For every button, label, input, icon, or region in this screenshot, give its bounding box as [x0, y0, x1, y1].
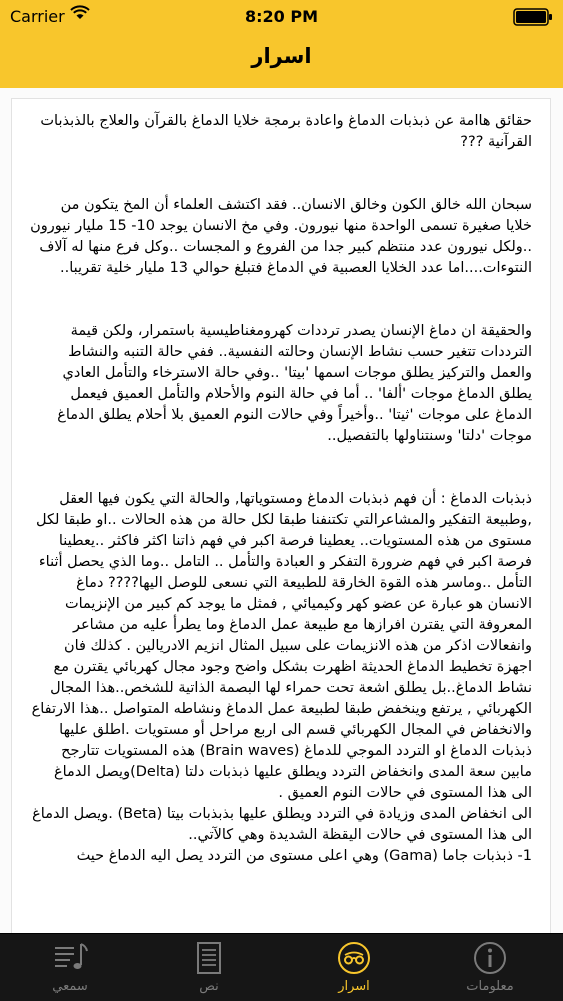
- article-paragraph: 1- ذبذبات جاما (Gama) وهي اعلى مستوى من التردد يصل اليه الدماغ حيث: [76, 848, 532, 864]
- tab-audio[interactable]: [0, 934, 140, 1001]
- tab-info[interactable]: [420, 934, 560, 1001]
- article-paragraph: حقائق هاامة عن ذبذبات الدماغ واعادة برمجة خلايا الدماغ بالقرآن والعلاج بالذبذبات القرآنية ???: [40, 113, 532, 150]
- article-scroll-view[interactable]: [11, 98, 551, 933]
- article-paragraph: والحقيقة ان دماغ الإنسان يصدر ترددات كهرومغناطيسية باستمرار، ولكن قيمة الترددات تتغير حسب نشاط الإنسان وحالته النفسية.. ففي حالة التنبه والنشاط والعمل والتركيز يطلق موجات اسمها 'بيتا' ..وفي حالة الاسترخاء والتأمل العادي يطلق الدماغ موجات 'ألفا' .. أما في حالة النوم والأحلام والتأمل العميق فيعمل الدماغ على موجات 'ثيتا' ..وأخيراً وفي حالات النوم العميق بلا أحلام يطلق الدماغ موجات 'دلتا' وسنتناولها بالتفصيل..: [57, 323, 532, 444]
- tab-text[interactable]: [139, 934, 279, 1001]
- carrier-label: Carrier: [10, 7, 65, 26]
- page-title: اسرار: [251, 44, 312, 68]
- content-area: [0, 88, 563, 933]
- tab-text-label: نص: [199, 979, 219, 994]
- article-text: [12, 99, 550, 867]
- tab-bar: [0, 933, 563, 1001]
- secrets-icon: [334, 940, 374, 976]
- article-paragraph: الى انخفاض المدى وزيادة في التردد ويطلق عليها بذبذبات بيتا (Beta) .ويصل الدماغ الى هذا المستوى في حالات اليقظة الشديدة وهي كالآتي..: [32, 806, 532, 843]
- tab-info-label: معلومات: [466, 979, 514, 994]
- document-icon: [189, 940, 229, 976]
- battery-icon: [513, 8, 553, 26]
- clock-label: 8:20 PM: [244, 7, 318, 26]
- article-paragraph: ذبذبات الدماغ : أن فهم ذبذبات الدماغ ومستوياتها, والحالة التي يكون فيها العقل ,وطبيعة التفكير والمشاعرالتي تكتنفنا طبقا لكل حالة من هذه الحالات ..او طبقا لكل مستوى من هذه المستويات.. يعطينا فرصة اكبر في فهم ذاتنا اكثر فاكثر ..يعطينا فرصة اكبر في فهم ضرورة التفكر و العبادة والتأمل .. التامل ..وما الذي يحصل أثناء التأمل ..وماسر هذه القوة الخارقة للطبيعة التي نسعى للوصل اليها???? دماغ الانسان هو عبارة عن عضو كهر وكيميائي , فمثل ما يوجد كم كبير من الإنزيمات المعروفة التي يقترن افرازها مع طبيعة عمل الدماغ وما يطرأ عليه من مشاعر وانفعالات اذكر من هذه الانزيمات على سبيل المثال انزيم الادريالين . كذلك فان اجهزة تخطيط الدماغ الحديثة اظهرت بشكل واضح وجود مجال كهربائي يقترن مع نشاط الدماغ..بل يطلق اشعة تحت حمراء لها البصمة الذاتية للشخص..هذا المجال الكهربائي , يرتفع وينخفض طبقا لطبيعة عمل الدماغ ونشاطه المتواصل ..هذا الارتفاع والانخفاض في المجال الكهربائي قسم الى اربع مراحل أو مستويات .اطلق عليها ذبذبات الدماغ او التردد الموجي للدماغ (Brain waves) هذه المستويات تتارجح مابين سعة المدى وانخفاض التردد ويطلق عليها ذبذبات دلتا (Delta)ويصل الدماغ الى هذا المستوى في حالات النوم العميق .: [31, 491, 532, 801]
- status-bar: [0, 0, 563, 34]
- article-paragraph: سبحان الله خالق الكون وخالق الانسان.. فقد اكتشف العلماء أن المخ يتكون من خلايا صغيرة تسمى الواحدة منها نيورون. وفي مخ الانسان يوجد 10- 15 مليار نيورون ..ولكل نيورون عدد منتظم كبير جدا من الفروع و المجسات ..وكل فرع منها له آلاف النتوءات....اما عدد الخلايا العصبية في الدماغ فتبلغ حوالي 13 مليار خلية تقريبا..: [30, 197, 532, 276]
- tab-secrets-label: اسرار: [338, 979, 370, 994]
- tab-secrets[interactable]: [284, 934, 424, 1001]
- info-icon: [470, 940, 510, 976]
- audio-icon: [50, 940, 90, 976]
- tab-audio-label: سمعي: [52, 979, 88, 994]
- navigation-header: [0, 0, 563, 88]
